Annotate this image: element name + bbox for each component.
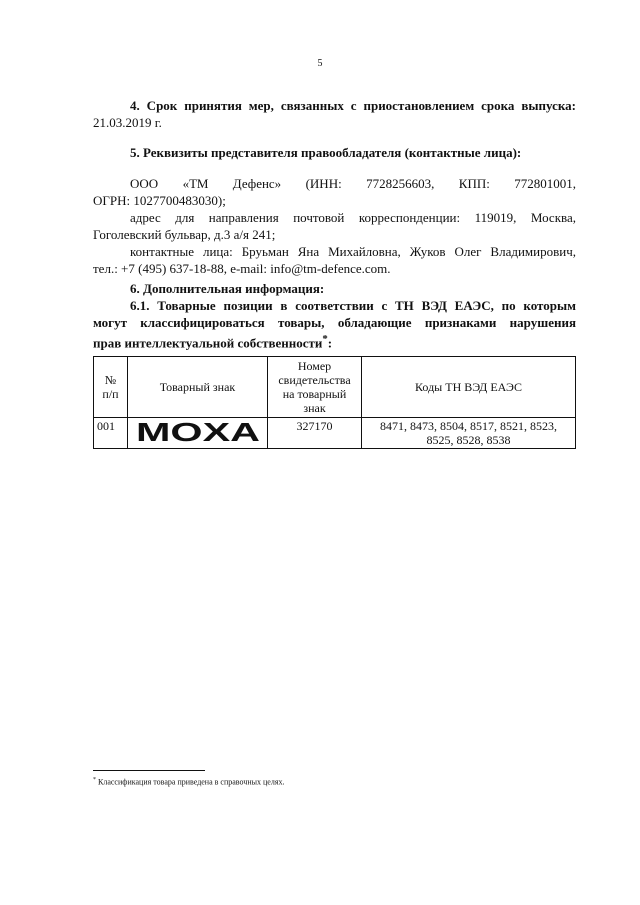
contacts-line-1: контактные лица: Бруьман Яна Михайловна, Жуков Олег Владимирович,: [130, 244, 576, 259]
header-cert-line-4: знак: [303, 401, 326, 415]
moxa-logo: [134, 421, 262, 443]
section-6-1-line-1: 6.1. Товарные позиции в соответствии с ТН ВЭД ЕАЭС, по которым: [130, 298, 576, 313]
table-header-row: [94, 357, 576, 418]
table-row: [94, 418, 576, 449]
section-4-date: 21.03.2019 г.: [93, 115, 162, 130]
trademark-table: [93, 356, 576, 449]
contacts-line-2: тел.: +7 (495) 637-18-88, e-mail: info@tm-defence.com.: [93, 261, 391, 276]
footnote-text: Классификация товара приведена в справочных целях.: [98, 777, 285, 787]
footnote-divider: [93, 770, 205, 771]
row-codes-line-2: 8525, 8528, 8538: [426, 433, 511, 447]
footnote: [93, 775, 285, 788]
section-4: [93, 97, 576, 131]
section-6-1-line-3-colon: :: [327, 335, 333, 351]
footnote-marker: *: [93, 777, 96, 783]
org-line-2: ОГРН: 1027700483030);: [93, 193, 226, 208]
header-num-line-1: №: [104, 373, 117, 387]
section-6-1-line-2: могут классифицироваться товары, обладающие признаками нарушения: [93, 315, 576, 330]
section-6-heading: 6. Дополнительная информация:: [130, 281, 325, 296]
header-num-line-2: п/п: [102, 387, 119, 401]
header-mark: Товарный знак: [128, 357, 268, 418]
header-cert-line-2: свидетельства: [278, 373, 351, 387]
row-num: 001: [94, 418, 128, 449]
header-num: [94, 357, 128, 418]
header-cert: [268, 357, 362, 418]
header-cert-line-3: на товарный: [282, 387, 347, 401]
header-cert-line-1: Номер: [297, 359, 332, 373]
row-mark: [128, 418, 268, 449]
page-number: 5: [317, 58, 323, 69]
address-line-2: Гоголевский бульвар, д.3 а/я 241;: [93, 227, 276, 242]
address-line-1: адрес для направления почтовой корреспонденции: 119019, Москва,: [130, 210, 576, 225]
section-6: [93, 280, 576, 351]
moxa-logo-text: MOXA: [135, 421, 260, 443]
row-codes: [362, 418, 576, 449]
footnote-ref: *: [322, 333, 328, 345]
section-6-1-line-3: [93, 331, 576, 351]
section-5-details: [93, 175, 576, 277]
header-codes: Коды ТН ВЭД ЕАЭС: [362, 357, 576, 418]
org-line-1: ООО «ТМ Дефенс» (ИНН: 7728256603, КПП: 772801001,: [130, 176, 576, 191]
section-5-heading: 5. Реквизиты представителя правообладателя (контактные лица):: [130, 145, 522, 160]
section-4-title: 4. Срок принятия мер, связанных с приостановлением срока выпуска:: [130, 98, 576, 113]
row-codes-line-1: 8471, 8473, 8504, 8517, 8521, 8523,: [380, 419, 557, 433]
row-cert: 327170: [268, 418, 362, 449]
section-6-1-line-3-text: прав интеллектуальной собственности: [93, 335, 323, 351]
